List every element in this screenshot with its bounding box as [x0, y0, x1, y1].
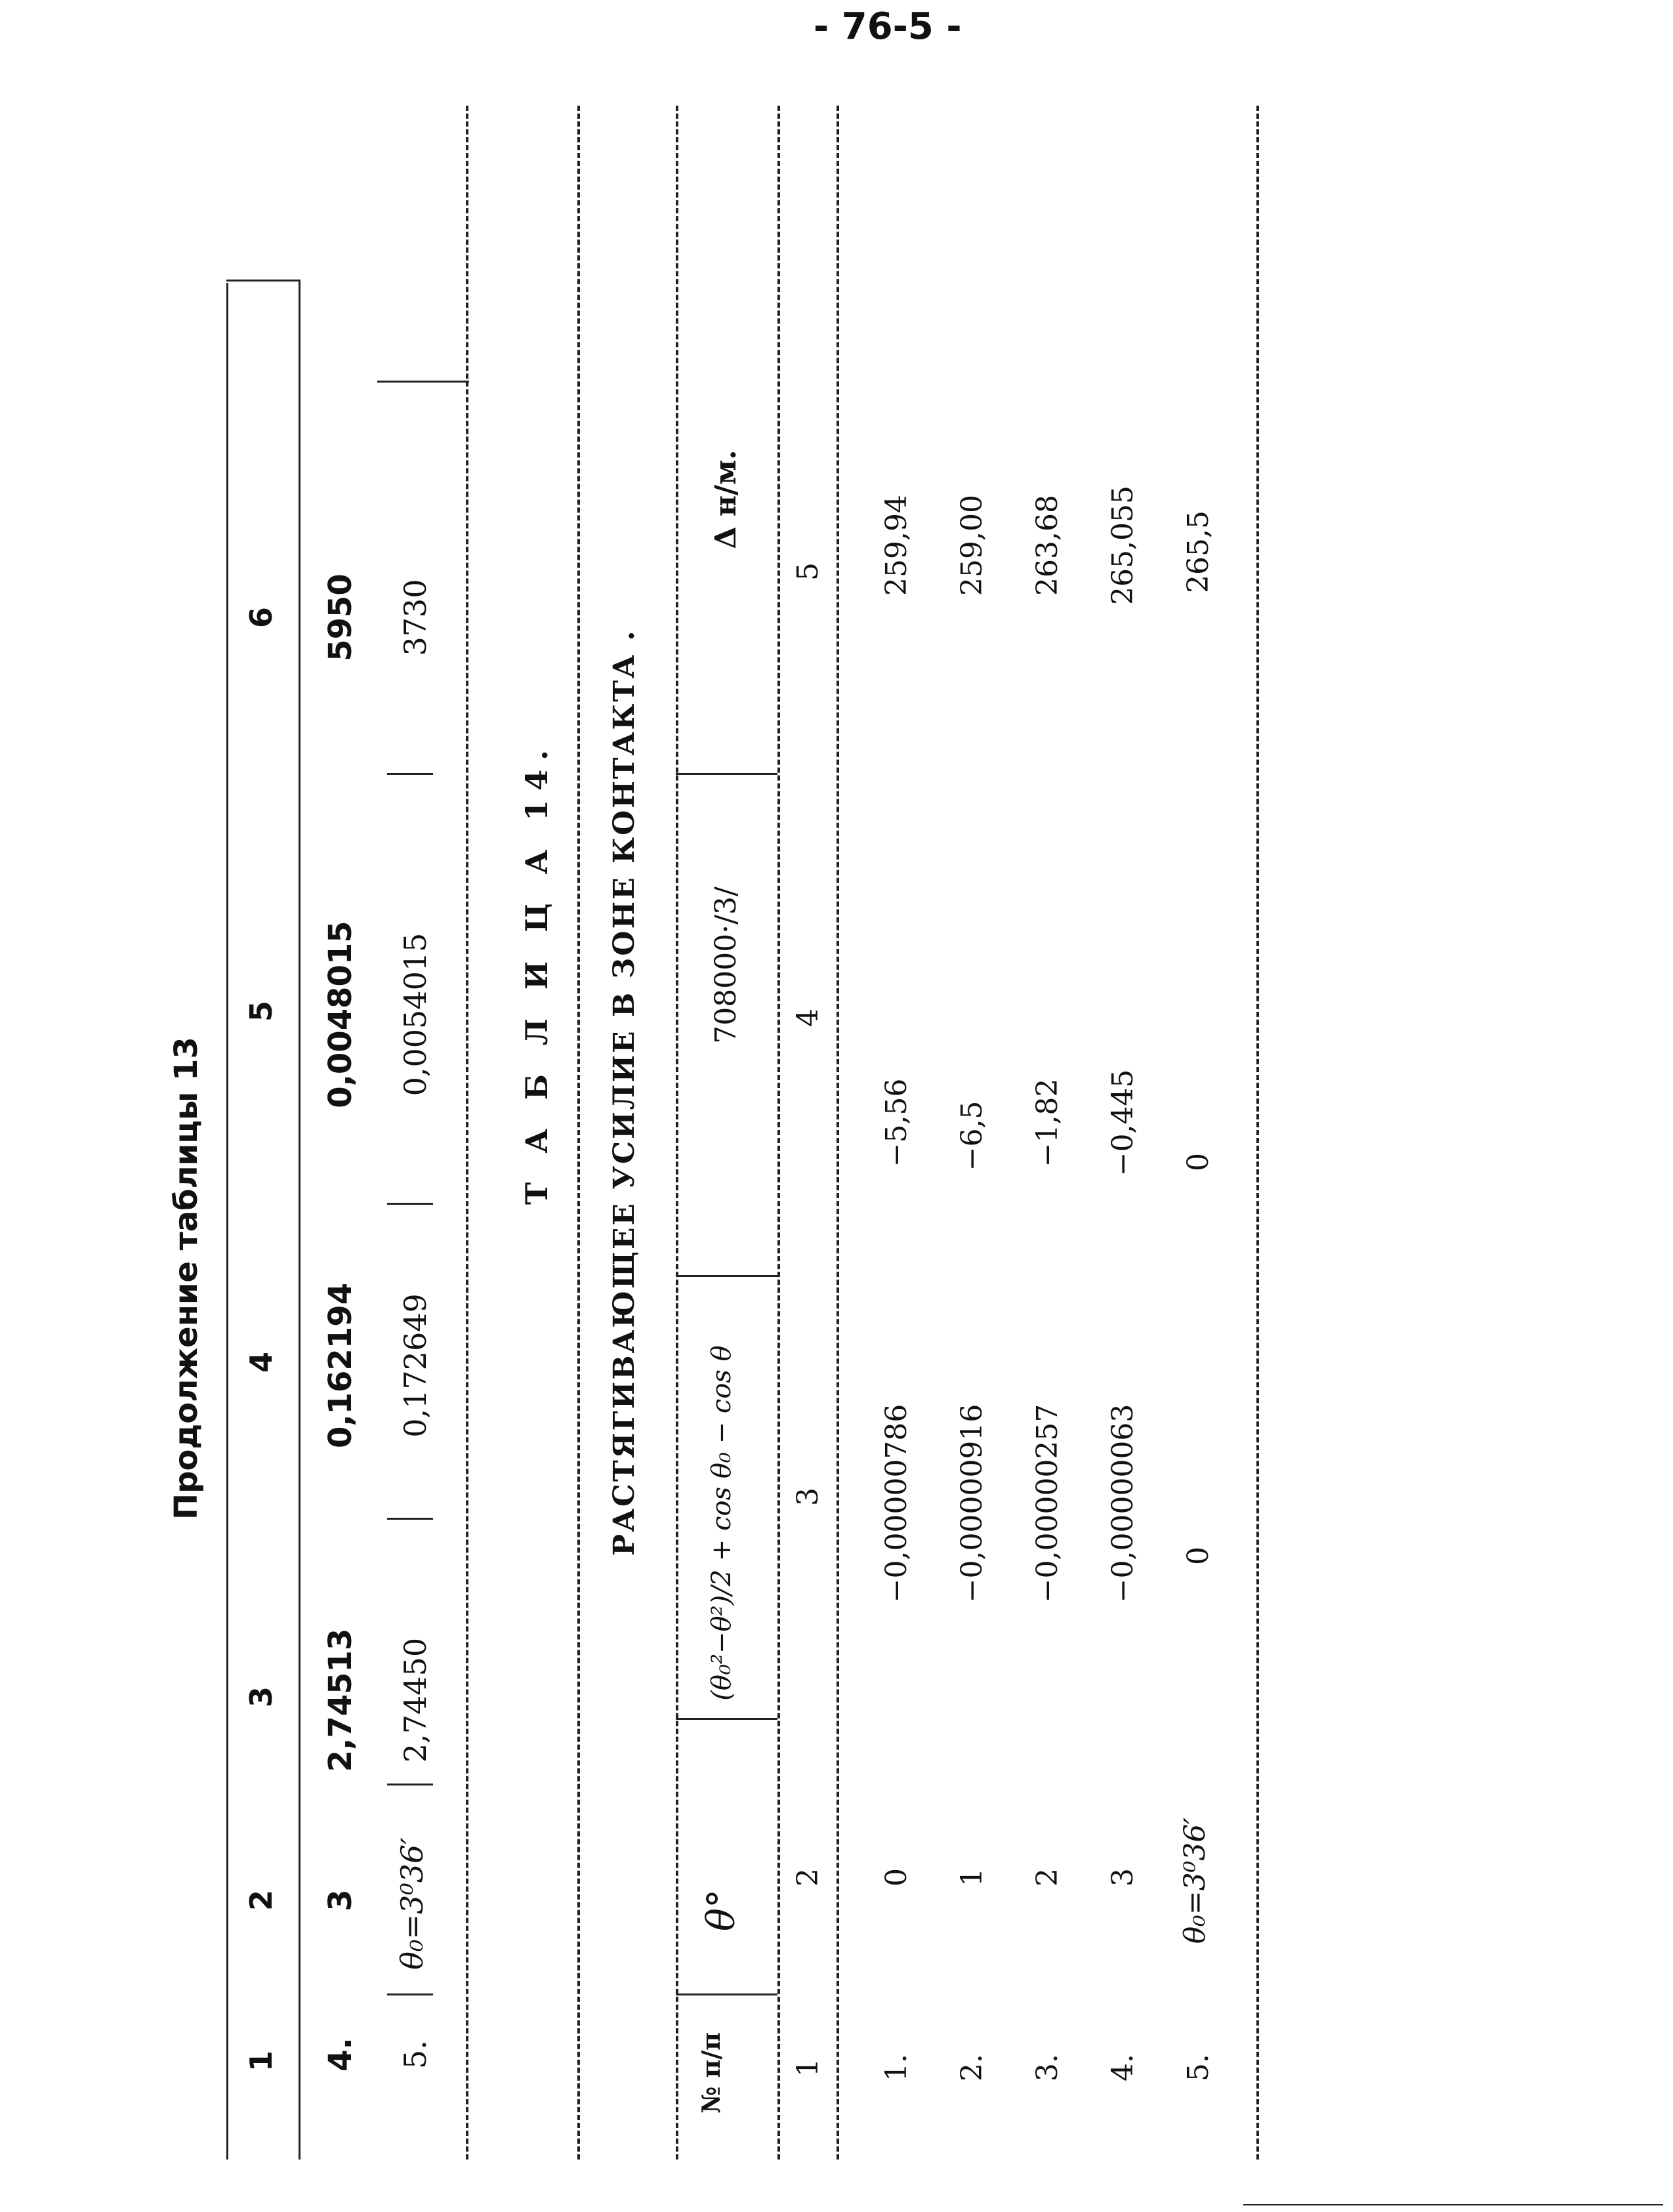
t14-colnum-3: 3: [791, 1488, 825, 1506]
t13-row4-c5: 0,0048015: [322, 921, 359, 1108]
t14-row4-c1: 4.: [1106, 2054, 1140, 2081]
t13-row5-c2: θ₀=3⁰36′: [394, 1837, 430, 1970]
t14-row5-c5: 265,5: [1182, 511, 1215, 593]
t13-row5-sep-2: [387, 1784, 433, 1785]
t14-header-1: № п/п: [696, 2032, 726, 2114]
t14-header-2: θ°: [699, 1889, 743, 1931]
t14-row1-c2: 0: [880, 1868, 913, 1887]
t14-row1-c4: −5,56: [880, 1078, 913, 1167]
t14-row3-c4: −1,82: [1031, 1078, 1064, 1167]
t14-header-sep-3: [676, 1275, 777, 1277]
t14-row5-c3: 0: [1182, 1547, 1215, 1565]
t14-row3-c3: −0,00000257: [1031, 1404, 1064, 1603]
t13-row4-c4: 0,162194: [322, 1282, 359, 1449]
t14-rule-3: [676, 106, 678, 2160]
t14-colnum-1: 1: [791, 2058, 825, 2077]
t14-row4-c4: −0,445: [1106, 1069, 1140, 1177]
t13-header-3: 3: [243, 1686, 279, 1708]
t14-rule-top: [466, 106, 468, 2160]
t13-row5-sep-5: [387, 773, 433, 775]
t13-row5-c5: 0,0054015: [398, 932, 433, 1096]
t13-header-6: 6: [243, 606, 279, 629]
t13-row5-sep-4: [387, 1203, 433, 1205]
t14-colnum-2: 2: [791, 1868, 825, 1887]
t13-header-5: 5: [243, 1000, 279, 1022]
t13-row5-c1: 5.: [398, 2040, 433, 2069]
table13-right-border: [226, 280, 299, 282]
t13-row4-c1: 4.: [322, 2037, 359, 2072]
t13-row5-c6: 3730: [398, 579, 433, 656]
t13-row5-sep-1: [387, 1993, 433, 1995]
t14-row2-c4: −6,5: [955, 1100, 989, 1171]
t14-colnum-4: 4: [791, 1009, 825, 1027]
t13-row5-c3: 2,74450: [398, 1637, 433, 1763]
t14-row4-c2: 3: [1106, 1868, 1140, 1887]
t14-header-4: 708000·/3/: [709, 887, 743, 1044]
table14-title: РАСТЯГИВАЮЩЕЕ УСИЛИЕ В ЗОНЕ КОНТАКТА .: [608, 629, 641, 1556]
t14-colnum-5: 5: [791, 562, 825, 581]
table14-label: Т А Б Л И Ц А 14.: [519, 740, 554, 1205]
t14-rule-4: [777, 106, 780, 2160]
t13-row4-c2: 3: [322, 1889, 359, 1911]
t14-rule-bottom: [1256, 106, 1259, 2160]
t14-row2-c2: 1: [955, 1868, 989, 1887]
t14-header-sep-4: [676, 773, 777, 775]
table13-header-rule: [299, 280, 300, 2160]
t14-row1-c5: 259,94: [880, 495, 913, 596]
t14-header-sep-2: [676, 1718, 777, 1720]
t14-row3-c2: 2: [1031, 1868, 1064, 1887]
table13-top-rule: [226, 283, 228, 2160]
continuation-title: Продолжение таблицы 13: [168, 1037, 205, 1520]
t13-row4-c3: 2,74513: [322, 1628, 359, 1772]
t14-row4-c3: −0,00000063: [1106, 1404, 1140, 1603]
scan-edge-line: [1243, 2204, 1663, 2205]
t14-row2-c5: 259,00: [955, 495, 989, 596]
t13-row5-sep-3: [387, 1518, 433, 1520]
t13-header-1: 1: [243, 2050, 279, 2072]
t14-row2-c1: 2.: [955, 2054, 989, 2081]
t14-row1-c3: −0,00000786: [880, 1404, 913, 1603]
t14-row4-c5: 265,055: [1106, 486, 1140, 605]
page-number: - 76-5 -: [814, 5, 962, 48]
t14-row5-c4: 0: [1182, 1153, 1215, 1171]
t14-row5-c2: θ₀=3⁰36′: [1178, 1817, 1212, 1944]
t14-row5-c1: 5.: [1182, 2054, 1215, 2081]
t13-header-2: 2: [243, 1889, 279, 1911]
t13-row4-c6: 5950: [322, 574, 359, 661]
t14-row1-c1: 1.: [880, 2054, 913, 2081]
t14-rule-2: [577, 106, 580, 2160]
table13-row5-border: [377, 381, 469, 383]
t13-row5-c4: 0,172649: [398, 1293, 433, 1438]
t14-header-sep-1: [676, 1993, 777, 1995]
t14-header-3: (θ₀²−θ²)/2 + cos θ₀ − cos θ: [707, 1345, 737, 1701]
t14-row3-c1: 3.: [1031, 2054, 1064, 2081]
t14-header-5: Δ н/м.: [709, 449, 743, 549]
t14-rule-5: [837, 106, 839, 2160]
t13-header-4: 4: [243, 1351, 279, 1373]
t14-row3-c5: 263,68: [1031, 495, 1064, 596]
t14-row2-c3: −0,00000916: [955, 1404, 989, 1603]
